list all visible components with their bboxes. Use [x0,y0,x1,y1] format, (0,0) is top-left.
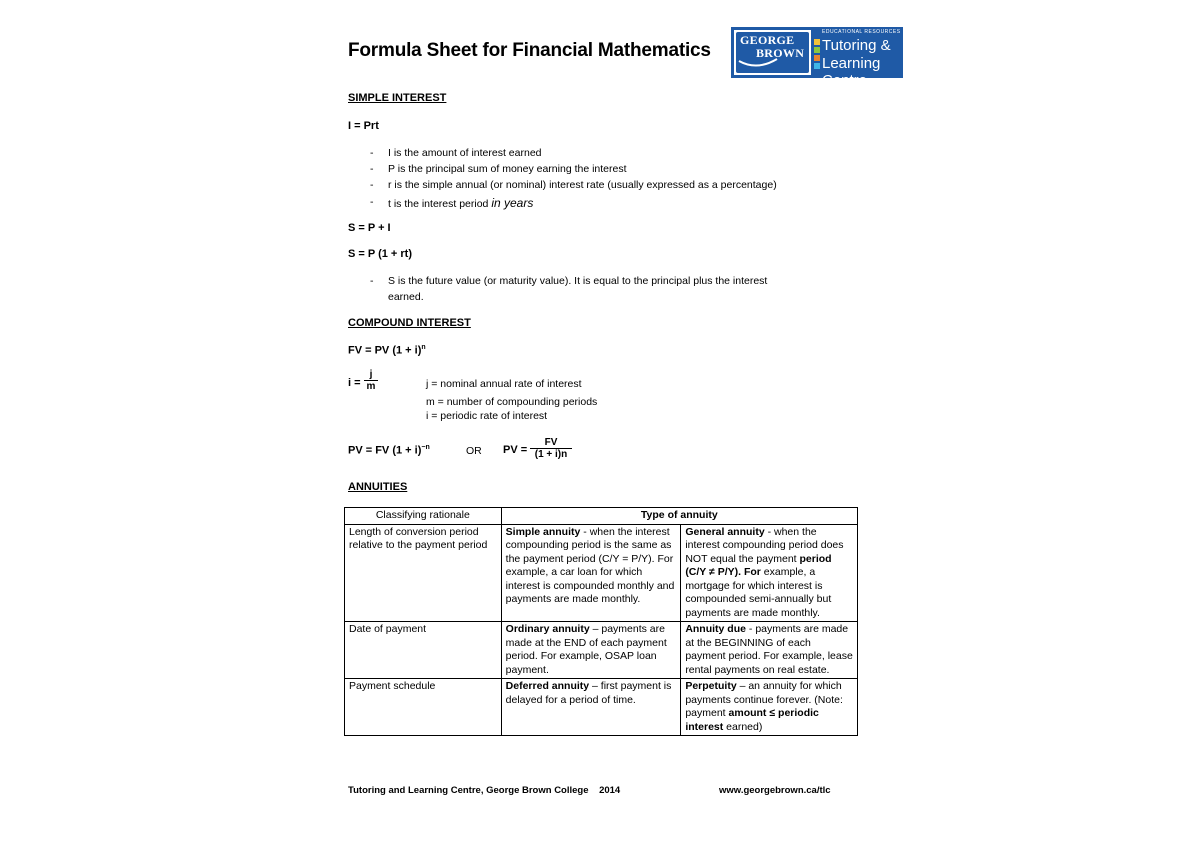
bullet-dash: - [370,196,374,208]
simple-interest-heading: SIMPLE INTEREST [348,92,447,104]
row2-rationale: Date of payment [345,622,502,679]
header-type-of-annuity: Type of annuity [501,508,857,525]
footer-left: Tutoring and Learning Centre, George Brown College 2014 [348,785,621,796]
fraction-denominator-1-plus-i: (1 + i)n [534,449,568,460]
row1-rationale: Length of conversion period relative to the payment period [345,524,502,622]
s-definition-line2: earned. [388,291,424,303]
annuities-heading: ANNUITIES [348,481,408,493]
fraction-j-over-m [364,369,378,392]
simple-bullet-2: P is the principal sum of money earning the interest [388,163,627,175]
formula-s-p-i: S = P + I [348,222,391,234]
formula-pv [348,444,430,457]
george-brown-logo [731,27,903,89]
bullet-dash: - [370,275,374,287]
row3-type-a [501,679,681,736]
formula-fv [348,344,426,357]
formula-i-prt: I = Prt [348,120,379,132]
ordinary-annuity-term: Ordinary annuity [505,623,590,635]
table-header-row [345,508,858,525]
simple-bullet-4 [388,196,533,210]
logo-bar-blue [814,63,820,69]
simple-annuity-term: Simple annuity [505,525,581,538]
deferred-annuity-term: Deferred annuity [505,680,590,692]
bullet-dash: - [370,147,374,159]
logo-bar-green [814,47,820,53]
logo-learning-text: Learning Centre [822,55,881,89]
perpetuity-desc2: earned) [723,720,763,733]
in-years-text: in years [491,196,534,210]
formula-fv-exponent: n [421,344,426,351]
formula-pv-main: PV = FV (1 + i) [348,444,422,457]
fraction-fv-over-1-plus-i [530,437,572,460]
s-definition-line1: S is the future value (or maturity value). It is equal to the principal plus the interest [388,275,768,287]
formula-i-lhs: i = [348,377,361,389]
logo-edu-text: EDUCATIONAL RESOURCES [822,29,901,35]
formula-fv-main: FV = PV (1 + i) [348,344,422,357]
deferred-annuity-desc: – first payment is delayed for a period of time. [505,680,672,706]
annuity-due-term: Annuity due [685,623,746,635]
or-label: OR [466,445,482,457]
general-annuity-period: period (C/Y ≠ P/Y). For [685,552,832,578]
simple-bullet-3: r is the simple annual (or nominal) interest rate (usually expressed as a percentage) [388,179,777,191]
bullet-dash: - [370,163,374,175]
general-annuity-term: General annuity [685,525,765,538]
def-m: m = number of compounding periods [426,396,598,408]
row1-type-b [681,524,858,622]
row3-rationale: Payment schedule [345,679,502,736]
fraction-denominator-m: m [366,381,376,392]
compound-interest-heading: COMPOUND INTEREST [348,317,471,329]
def-i: i = periodic rate of interest [426,410,548,422]
fraction-numerator-j: j [364,369,378,381]
perpetuity-amount: amount ≤ periodic interest [685,707,819,733]
formula-pv2-lhs: PV = [503,444,528,456]
table-row [345,622,858,679]
page-title: Formula Sheet for Financial Mathematics [348,40,711,61]
general-annuity-desc2: example, a mortgage for which interest is compounded semi-annually but payments are made monthly. [685,566,832,619]
logo-bar-yellow [814,39,820,45]
logo-line2: BROWN [756,46,805,60]
perpetuity-desc1: – an annuity for which payments continue forever. (Note: payment [685,680,843,719]
logo-line1: GEORGE [740,33,795,47]
row2-type-a [501,622,681,679]
simple-annuity-desc: - when the interest compounding period is the same as the payment period (C/Y = P/Y). For example, a car loan for which interest is compounded monthly and payments are made monthly. [505,525,675,605]
fraction-numerator-fv: FV [530,437,572,449]
logo-bar-orange [814,55,820,61]
formula-pv-exponent: −n [421,444,430,451]
table-row [345,679,858,736]
simple-bullet-4-text: t is the interest period [388,198,492,210]
header-classifying-rationale: Classifying rationale [345,508,502,525]
logo-color-bars [814,39,820,71]
row1-type-a [501,524,681,622]
footer-url: www.georgebrown.ca/tlc [719,785,831,796]
logo-tutoring-text: Tutoring & [822,37,891,54]
annuity-due-desc: - payments are made at the BEGINNING of each payment period. For example, lease rental payments on real estate. [685,623,853,676]
ordinary-annuity-desc: – payments are made at the END of each payment period. For example, OSAP loan payment. [505,623,667,676]
perpetuity-term: Perpetuity [685,680,737,692]
bullet-dash: - [370,179,374,191]
simple-bullet-1: I is the amount of interest earned [388,147,542,159]
general-annuity-desc1: - when the interest compounding period does NOT equal the payment [685,525,844,565]
formula-s-p-rt: S = P (1 + rt) [348,248,412,260]
row2-type-b [681,622,858,679]
row3-type-b [681,679,858,736]
def-j: j = nominal annual rate of interest [426,378,582,390]
annuities-table [344,507,858,736]
table-row [345,524,858,622]
